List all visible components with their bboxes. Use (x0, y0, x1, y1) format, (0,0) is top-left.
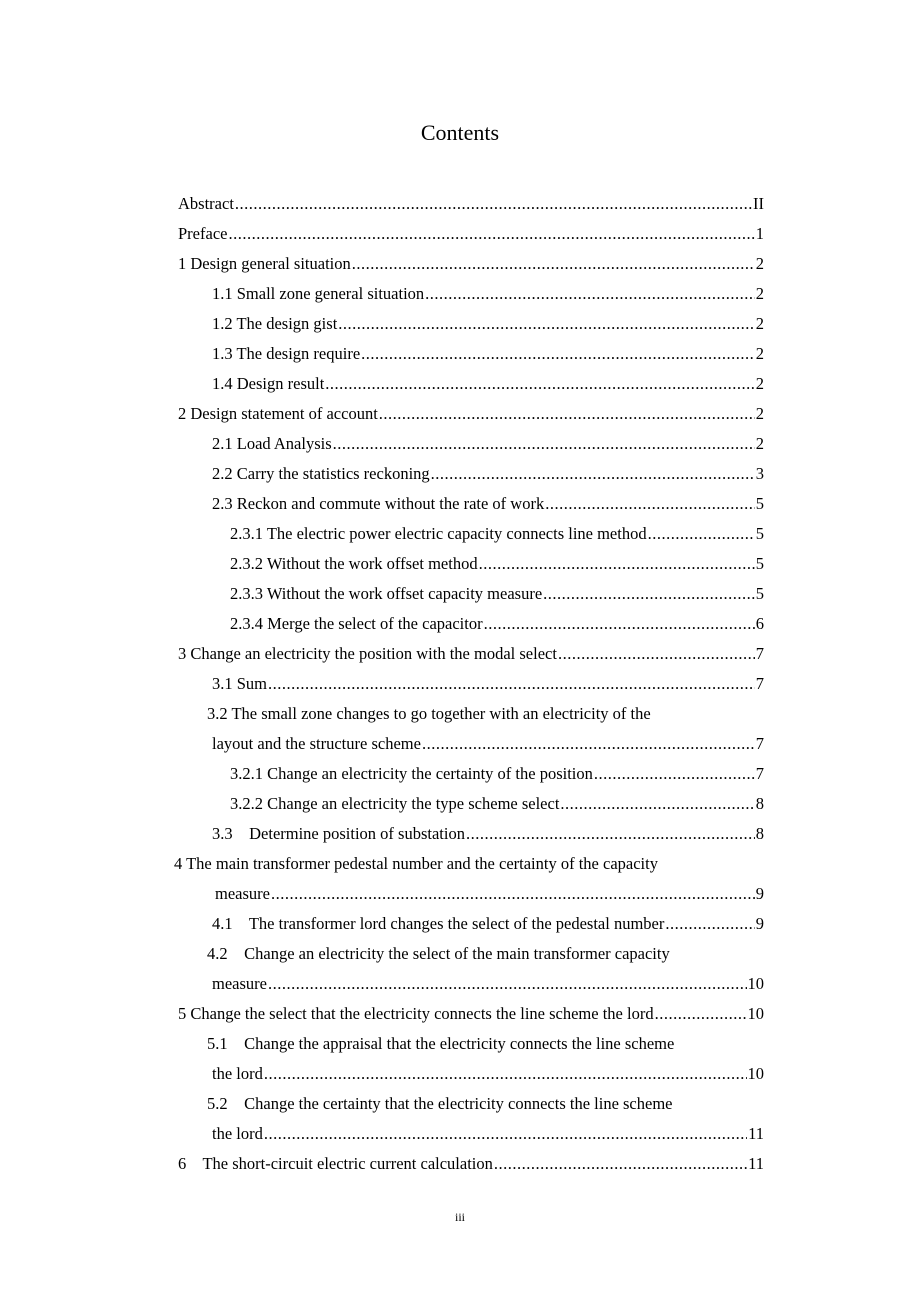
toc-entry-text: 2.2 Carry the statistics reckoning (212, 464, 430, 483)
toc-entry (212, 369, 764, 399)
toc-entry-text: 3.3 Determine position of substation (212, 824, 465, 843)
toc-entry-page: 9 (755, 884, 764, 903)
toc-entry-page: 3 (755, 464, 764, 483)
dot-leader (494, 1149, 747, 1179)
toc-entry (230, 519, 764, 549)
dot-leader (594, 759, 755, 789)
toc-entry-page: 8 (755, 824, 764, 843)
dot-leader (264, 1119, 747, 1149)
toc-entry-text: 4.2 Change an electricity the select of the main transformer capacity (207, 944, 670, 963)
dot-leader (338, 309, 754, 339)
toc-entry-page: 10 (747, 974, 764, 993)
dot-leader (466, 819, 755, 849)
toc-entry-text: 6 The short-circuit electric current calculation (178, 1154, 493, 1173)
toc-entry-page: 10 (747, 1004, 764, 1023)
toc-entry-text: 1 Design general situation (178, 254, 351, 273)
toc-entry (212, 729, 764, 759)
page-title: Contents (420, 120, 500, 145)
toc-entry (207, 939, 764, 969)
toc-entry-page: 11 (748, 1154, 764, 1173)
toc-entry-page: 7 (755, 674, 764, 693)
toc-entry (207, 699, 764, 729)
toc-entry-text: 3.2.2 Change an electricity the type scheme select (230, 794, 560, 813)
toc-entry-text: 2.3.1 The electric power electric capacity connects line method (230, 524, 647, 543)
toc-entry-text: 1.2 The design gist (212, 314, 338, 333)
dot-leader (379, 399, 755, 429)
toc-entry-text: 5.1 Change the appraisal that the electricity connects the line scheme (207, 1034, 675, 1053)
toc-entry (178, 1149, 764, 1179)
dot-leader (560, 789, 754, 819)
toc-entry-page: 2 (755, 374, 764, 393)
dot-leader (271, 879, 755, 909)
toc-entry-page: 7 (755, 764, 764, 783)
toc-entry-page: 5 (755, 554, 764, 573)
dot-leader (665, 909, 754, 939)
toc-entry-page: 2 (755, 254, 764, 273)
toc-entry-text: Preface (178, 224, 228, 243)
toc-entry-text: 4 The main transformer pedestal number and the certainty of the capacity (174, 854, 658, 873)
page-number: iii (454, 1210, 465, 1224)
toc-entry (212, 1119, 764, 1149)
toc-entry (230, 579, 764, 609)
toc-entry-text: 3.1 Sum (212, 674, 268, 693)
toc-entry (230, 549, 764, 579)
toc-entry (207, 1029, 764, 1059)
toc-entry (212, 309, 764, 339)
toc-entry-text: layout and the structure scheme (212, 734, 421, 753)
toc-entry-text: 1.3 The design require (212, 344, 361, 363)
toc-entry (174, 849, 764, 879)
toc-entry-text: 2.3.4 Merge the select of the capacitor (230, 614, 483, 633)
toc-entry-page: 2 (755, 284, 764, 303)
toc-entry-text: Abstract (178, 194, 234, 213)
toc-entry-page: 1 (755, 224, 764, 243)
toc-entry-page: 5 (755, 524, 764, 543)
toc-entry (178, 639, 764, 669)
toc-entry-text: measure (215, 884, 270, 903)
toc-entry-page: 8 (755, 794, 764, 813)
toc-entry-text: 2 Design statement of account (178, 404, 378, 423)
toc-entry-page: 7 (755, 644, 764, 663)
toc-entry-text: 3.2.1 Change an electricity the certainty of the position (230, 764, 593, 783)
toc-entry-text: 1.4 Design result (212, 374, 325, 393)
toc-entry-text: measure (212, 974, 267, 993)
toc-entry (212, 969, 764, 999)
dot-leader (361, 339, 755, 369)
toc-entry (178, 219, 764, 249)
dot-leader (235, 189, 752, 219)
dot-leader (431, 459, 755, 489)
toc-entry (212, 819, 764, 849)
toc-entry (212, 279, 764, 309)
toc-entry (178, 249, 764, 279)
dot-leader (484, 609, 755, 639)
toc-entry (212, 669, 764, 699)
toc-entry-text: the lord (212, 1124, 263, 1143)
dot-leader (268, 669, 755, 699)
toc-entry-page: 10 (747, 1064, 764, 1083)
toc-entry-page: 2 (755, 344, 764, 363)
toc-entry (212, 429, 764, 459)
toc-entry-page: II (753, 194, 764, 213)
toc-entry-page: 2 (755, 434, 764, 453)
dot-leader (655, 999, 747, 1029)
toc-entry (178, 999, 764, 1029)
dot-leader (479, 549, 755, 579)
toc-entry-page: 5 (755, 494, 764, 513)
toc-entry-text: 3 Change an electricity the position with the modal select (178, 644, 557, 663)
dot-leader (558, 639, 755, 669)
toc-entry (207, 1089, 764, 1119)
toc-entry-text: 4.1 The transformer lord changes the select of the pedestal number (212, 914, 665, 933)
toc-entry-page: 7 (755, 734, 764, 753)
toc-entry-text: the lord (212, 1064, 263, 1083)
dot-leader (333, 429, 755, 459)
toc-entry-page: 11 (748, 1124, 764, 1143)
dot-leader (228, 219, 754, 249)
toc-entry (230, 609, 764, 639)
toc-entry (178, 189, 764, 219)
toc-entry-text: 5 Change the select that the electricity connects the line scheme the lord (178, 1004, 654, 1023)
toc-entry-text: 1.1 Small zone general situation (212, 284, 425, 303)
toc-entry (212, 909, 764, 939)
dot-leader (648, 519, 755, 549)
toc-entry-page: 2 (755, 314, 764, 333)
toc-entry (230, 759, 764, 789)
toc-entry-text: 2.1 Load Analysis (212, 434, 332, 453)
dot-leader (325, 369, 754, 399)
toc-entry-text: 3.2 The small zone changes to go together with an electricity of the (207, 704, 651, 723)
toc-entry (215, 879, 764, 909)
toc-entry-text: 2.3 Reckon and commute without the rate of work (212, 494, 545, 513)
toc-entry-page: 2 (755, 404, 764, 423)
toc-entry (212, 339, 764, 369)
dot-leader (352, 249, 755, 279)
toc-entry-page: 6 (755, 614, 764, 633)
dot-leader (543, 579, 755, 609)
toc-entry-page: 9 (755, 914, 764, 933)
toc-entry (230, 789, 764, 819)
toc-entry (178, 399, 764, 429)
toc-entry-page: 5 (755, 584, 764, 603)
dot-leader (425, 279, 755, 309)
dot-leader (545, 489, 755, 519)
toc-entry-text: 2.3.2 Without the work offset method (230, 554, 478, 573)
dot-leader (422, 729, 755, 759)
dot-leader (268, 969, 747, 999)
toc-entry (212, 459, 764, 489)
dot-leader (264, 1059, 747, 1089)
toc-entry-text: 5.2 Change the certainty that the electricity connects the line scheme (207, 1094, 673, 1113)
toc-entry (212, 489, 764, 519)
toc-entry-text: 2.3.3 Without the work offset capacity measure (230, 584, 543, 603)
toc-entry (212, 1059, 764, 1089)
